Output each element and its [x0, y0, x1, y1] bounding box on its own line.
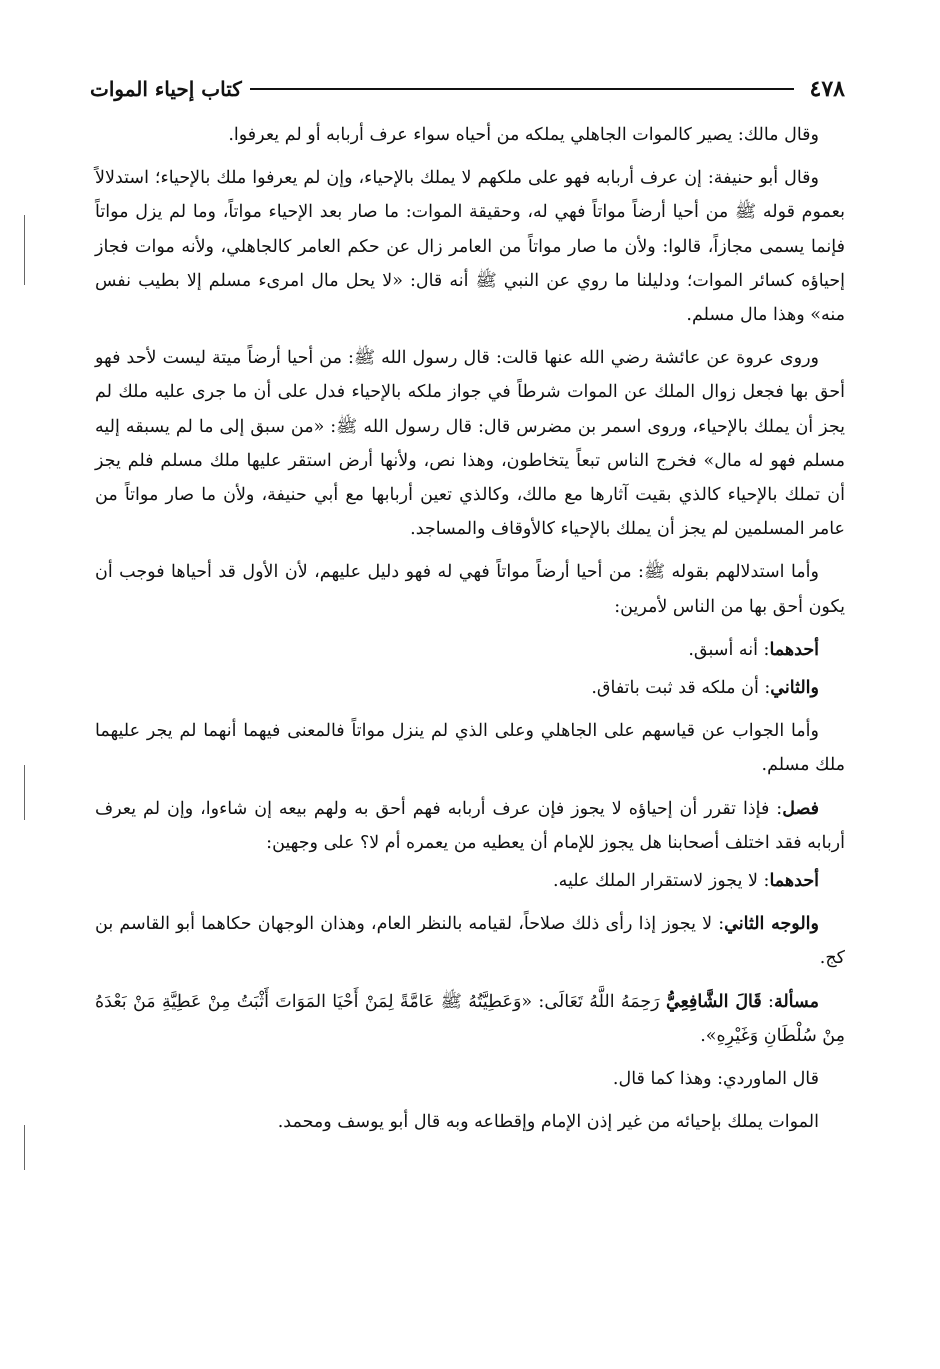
paragraph-conclusion: الموات يملك بإحيائه من غير إذن الإمام وإقطاعه وبه قال أبو يوسف ومحمد.	[277, 1112, 819, 1133]
first-text: : أنه أسبق.	[688, 639, 770, 660]
paragraph-second-view	[95, 907, 845, 975]
paragraph-fasl	[95, 792, 845, 860]
header-rule	[250, 88, 794, 90]
first-label: أحدهما	[769, 639, 819, 660]
margin-mark	[24, 1125, 25, 1170]
paragraph-answer: وأما الجواب عن قياسهم على الجاهلي وعلى الذي لم ينزل مواتاً فالمعنى فيهما أنهما لم يجر عليهما ملك مسلم.	[95, 721, 845, 776]
masala-label: مسألة	[773, 991, 820, 1012]
book-title: كتاب إحياء الموات	[90, 77, 242, 101]
second-view-text: : لا يجوز إذا رأى ذلك صلاحاً، لقيامه بالنظر العام، وهذان الوجهان حكاهما أبو القاسم بن كج.	[95, 914, 845, 969]
first-view-label: أحدهما	[769, 871, 819, 892]
margin-mark	[24, 765, 25, 820]
fasl-label: فصل	[782, 798, 819, 819]
fasl-text: : فإذا تقرر أن إحياؤه لا يجوز فإن عرف أربابه فهم أحق به ولهم بيعه إن شاءوا، وإن لم يعرف أربابه فقد اختلف أصحابنا هل يجوز للإمام أن يعطيه من يعمره أم لا؟ على وجهين:	[95, 798, 845, 853]
paragraph-malik: وقال مالك: يصير كالموات الجاهلي يملكه من أحياه سواء عرف أربابه أو لم يعرفوا.	[228, 125, 819, 145]
paragraph-second-reason	[95, 671, 845, 705]
margin-mark	[24, 215, 25, 285]
paragraph-refutation: وأما استدلالهم بقوله ﷺ: من أحيا أرضاً مواتاً فهي له فهو دليل عليهم، لأن الأول قد أحياها فوجب أن يكون أحق بها من الناس لأمرين:	[95, 562, 845, 617]
paragraph-first-view	[95, 864, 845, 898]
paragraph-first-reason	[95, 633, 845, 667]
paragraph-mawardi: قال الماوردي: وهذا كما قال.	[612, 1069, 819, 1090]
paragraph-urwa-hadith: وروى عروة عن عائشة رضي الله عنها قالت: قال رسول الله ﷺ: من أحيا أرضاً ميتة ليست لأحد فهو أحق بها فجعل زوال الملك عن الموات شرطاً في جواز ملكه بالإحياء فدل على أن ما جرى عليه ملك لم يجز أن يملك بالإحياء، وروى اسمر بن مضرس قال: قال رسول الله ﷺ: «من سبق إلى ما لم يسبقه إليه مسلم فهو له مال» فخرج الناس تبعاً يتخاطون، وهذا نص، ولأنها أرض استقر عليها ملك مسلم فلم يجز أن تملك بالإحياء كالذي بقيت آثارها مع مالك، وكالذي تعين أربابها مع أبي حنيفة، ولأن ما صار مواتاً من عامر المسلمين لم يجز أن يملك بالإحياء كالأوقاف والمساجد.	[95, 348, 845, 540]
first-view-text: : لا يجوز لاستقرار الملك عليه.	[553, 871, 770, 892]
body-text	[95, 118, 845, 1148]
page-number: ٤٧٨	[809, 76, 845, 102]
second-view-label: والوجه الثاني	[724, 914, 819, 935]
second-text: : أن ملكه قد ثبت باتفاق.	[591, 678, 771, 699]
paragraph-abu-hanifa: وقال أبو حنيفة: إن عرف أربابه فهو على ملكهم لا يملك بالإحياء، وإن لم يعرفوا ملك بالإحياء؛ استدلالاً بعموم قوله ﷺ من أحيا أرضاً مواتاً فهي له، وحقيقة الموات: ما صار بعد الإحياء مواتاً، وما لم يزل مواتاً فإنما يسمى مجازاً، قالوا: ولأن ما صار مواتاً من العامر زال عن حكم العامر كالجاهلي، ولأنه موات فجاز إحياؤه كسائر الموات؛ ودليلنا ما روي عن النبي ﷺ أنه قال: «لا يحل مال امرىء مسلم إلا بطيب نفس منه» وهذا مال مسلم.	[95, 168, 845, 326]
second-label: والثاني	[770, 678, 819, 699]
page-header	[90, 72, 845, 106]
paragraph-masala	[95, 985, 845, 1053]
shafii-quote-bold: قَالَ الشَّافِعِيُّ	[665, 991, 762, 1012]
shafii-quote-rest: رَحِمَهُ اللَّهُ تَعَالَى: «وَعَطِيَّتُهُ ﷺ عَامَّةً لِمَنْ أَحْيَا المَوَاتَ أَثْبَتُ مِنْ عَطِيَّةِ مَنْ بَعْدَهُ مِنْ سُلْطَانِ وَغَيْرِهِ».	[95, 991, 845, 1046]
masala-colon: :	[761, 991, 774, 1012]
